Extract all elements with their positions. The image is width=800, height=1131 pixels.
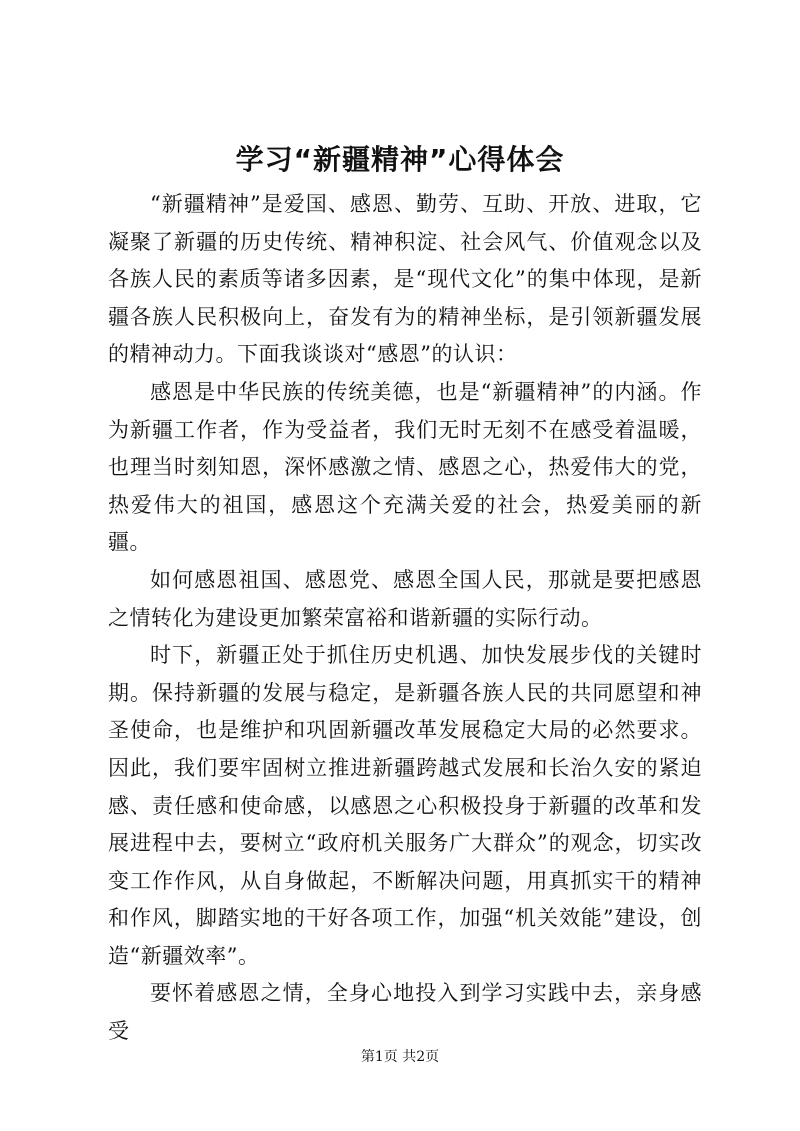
page-number-footer: 第1页 共2页 xyxy=(360,1049,440,1065)
paragraph-2: 感恩是中华民族的传统美德，也是“新疆精神”的内涵。作为新疆工作者，作为受益者，我们无时无刻不在感受着温暖，也理当时刻知恩，深怀感激之情、感恩之心，热爱伟大的党，热爱伟大的祖国，感恩这个充满关爱的社会，热爱美丽的新疆。 xyxy=(108,379,702,555)
paragraph-1: “新疆精神”是爱国、感恩、勤劳、互助、开放、进取，它凝聚了新疆的历史传统、精神积淀、社会风气、价值观念以及各族人民的素质等诸多因素，是“现代文化”的集中体现，是新疆各族人民积极向上，奋发有为的精神坐标，是引领新疆发展的精神动力。下面我谈谈对“感恩”的认识： xyxy=(108,192,702,367)
document-body xyxy=(108,186,702,1051)
paragraph-4: 时下，新疆正处于抓住历史机遇、加快发展步伐的关键时期。保持新疆的发展与稳定，是新疆各族人民的共同愿望和神圣使命，也是维护和巩固新疆改革发展稳定大局的必然要求。因此，我们要牢固树立推进新疆跨越式发展和长治久安的紧迫感、责任感和使命感，以感恩之心积极投身于新疆的改革和发展进程中去，要树立“政府机关服务广大群众”的观念，切实改变工作作风，从自身做起，不断解决问题，用真抓实干的精神和作风，脚踏实地的干好各项工作，加强“机关效能”建设，创造“新疆效率”。 xyxy=(108,643,702,968)
document-title: 学习“新疆精神”心得体会 xyxy=(235,143,565,176)
paragraph-3: 如何感恩祖国、感恩党、感恩全国人民，那就是要把感恩之情转化为建设更加繁荣富裕和谐新疆的实际行动。 xyxy=(108,567,702,630)
paragraph-5: 要怀着感恩之情，全身心地投入到学习实践中去，亲身感受 xyxy=(108,981,702,1044)
